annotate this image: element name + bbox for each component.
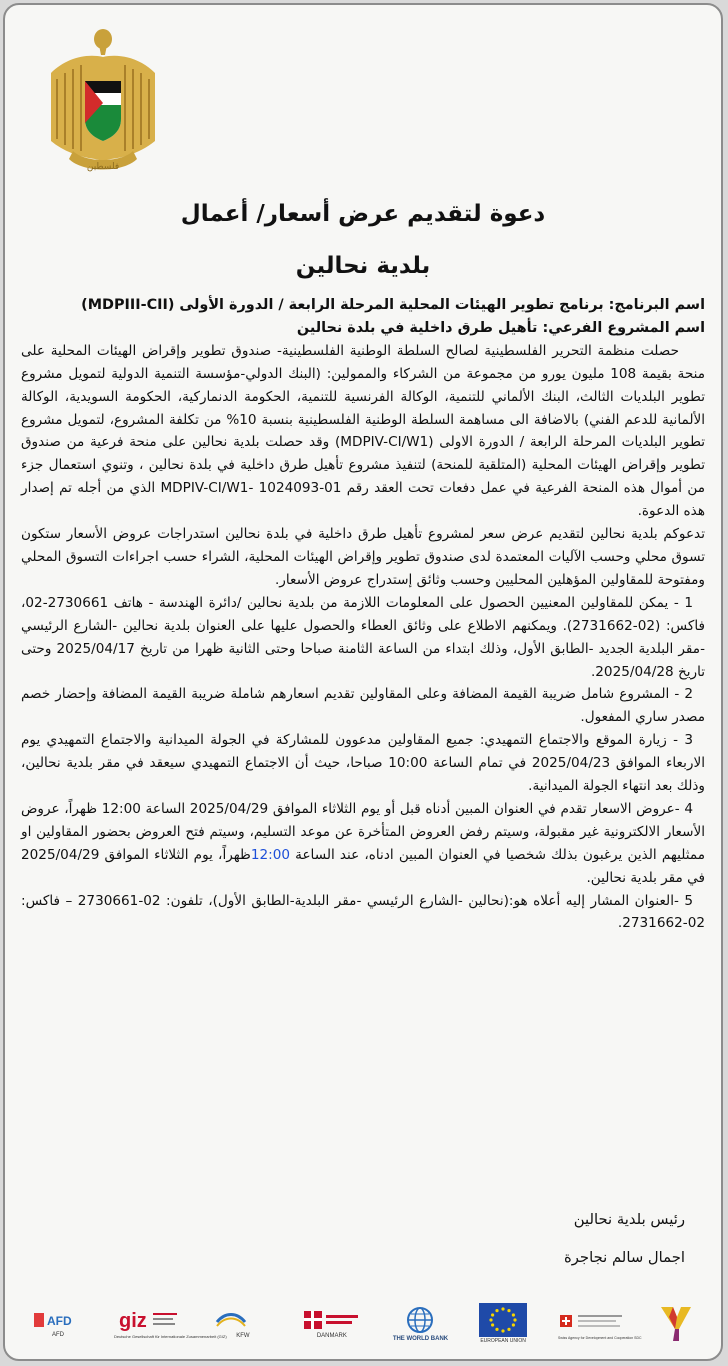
invitation-line: تدعوكم بلدية نحالين لتقديم عرض سعر لمشروع تأهيل طرق داخلية في بلدة نحالين استدراجات — [157, 526, 705, 543]
signatory-title: رئيس بلدية نحالين — [573, 1211, 685, 1228]
intro-paragraph — [21, 340, 705, 523]
world-bank-logo — [393, 1295, 448, 1351]
intro-line: الوكالة الفرنسية للتنمية، الحكومة الدنماركية، الحكومة السويدية، الوكالة الألمانية للدعم — [21, 388, 705, 428]
svg-text:giz: giz — [118, 1310, 147, 1332]
intro-line: حصلت منظمة التحرير الفلسطينية لصالح السلطة الوطنية الفلسطينية- صندوق تطوير وإقراض — [142, 342, 680, 359]
clause-line: 12:00 ظهراً، عروض الأسعار الالكترونية غير مقبولة، وسيتم رفض العروض المتأخرة عن موعد — [21, 800, 706, 840]
clause-line: الساعة الثامنة صباحا وحتى الثانية ظهرا من تاريخ 2025/04/17 وحتى تاريخ 2025/04/28. — [21, 640, 705, 680]
notice-title: دعوة لتقديم عرض أسعار/ أعمال — [180, 201, 546, 227]
clause-3 — [21, 729, 705, 798]
world-bank-logo-caption: THE WORLD BANK — [392, 1335, 449, 1342]
invitation-line: عروض الأسعار ستكون تسوق محلي وحسب الآليات المعتمدة لدى صندوق تطوير وإقراض الهيئات — [21, 526, 705, 565]
eu-logo-icon — [479, 1303, 527, 1337]
eu-logo-caption: EUROPEAN UNION — [480, 1337, 526, 1344]
clause-line: 02-2730661 – فاكس: 02-2731662. — [21, 892, 705, 932]
denmark-logo-caption: DANMARK — [316, 1332, 347, 1339]
intro-line: تأهيل طرق داخلية في بلدة نحالين ، وتنوي استعمال جزء من أموال هذه المنحة الفرعية في عمل — [21, 457, 705, 497]
clause-1 — [21, 592, 705, 684]
swiss-logo — [558, 1295, 642, 1351]
giz-logo-icon — [119, 1307, 179, 1333]
clause-line: على العنوان بلدية نحالين -الشارع الرئيسي -مقر البلدية الجديد -الطابق الأول، وذلك ابتداء من — [21, 617, 705, 657]
intro-line: الدولي-مؤسسة التنمية الدولية لتمويل مشروع تطوير البلديات الثالث، البنك الألماني للتنمية، — [21, 365, 705, 405]
signatory-name: اجمال سالم نجاجرة — [564, 1249, 685, 1266]
program-name-line: اسم البرنامج: برنامج تطوير الهيئات المحلية المرحلة الرابعة / الدورة الأولى (MDPIII-CII) — [81, 297, 705, 313]
afd-logo — [33, 1295, 83, 1351]
clause-line: 4 -عروض الاسعار تقدم في العنوان المبين أدناه قبل أو يوم الثلاثاء الموافق 2025/04/29 الساعة — [145, 800, 693, 817]
clause-line: ظهراً، يوم الثلاثاء الموافق 2025/04/29 في مقر بلدية نحالين. — [21, 846, 705, 886]
clause-line: المضافة وإحضار خصم مصدر ساري المفعول. — [21, 686, 705, 726]
clause-line: المبين ادناه، عند الساعة — [290, 846, 434, 863]
swiss-logo-caption: Swiss Agency for Development and Cooperation SDC — [558, 1335, 642, 1340]
eu-logo — [479, 1295, 527, 1351]
kfw-logo-caption: KFW — [236, 1332, 250, 1339]
kfw-logo-icon — [215, 1308, 271, 1332]
clause-line: 1 - يمكن للمقاولين المعنيين الحصول على المعلومات اللازمة من بلدية نحالين /دائرة الهندسة - — [148, 594, 693, 611]
invitation-line: المحلية، الشراء حسب اجراءات التسوق المحلي ومفتوحة للمقاولين المؤهلين المحليين وحسب — [21, 548, 705, 588]
giz-logo-caption: Deutsche Gesellschaft für Internationale Zusammenarbeit (GIZ) — [113, 1334, 227, 1339]
intro-line: الهيئات المحلية على منحة بقيمة 108 مليون يورو من مجموعة من الشركاء والممولين: (البنك — [21, 342, 705, 382]
clause-2 — [21, 683, 705, 729]
intro-line: على منحة فرعية من صندوق تطوير وإقراض الهيئات المحلية (المتلقية للمنحة) لتنفيذ مشروع — [21, 434, 705, 474]
mdlf-logo — [659, 1295, 693, 1351]
world-bank-logo-icon — [405, 1305, 435, 1335]
invitation-line: وثائق إستدراج عروض الأسعار. — [274, 571, 447, 588]
intro-line: الفني) بالاضافة الى مساهمة السلطة الوطنية الفلسطينية بنسبة 10% من تكلفة المشروع، لتمويل — [67, 411, 620, 428]
clause-line: 5 -العنوان المشار إليه أعلاه هو:(نحالين -الشارع الرئيسي -مقر البلدية-الطابق الأول)، تلفون: — [166, 892, 693, 909]
svg-text:فلسطين: فلسطين — [86, 162, 120, 172]
swiss-logo-icon — [558, 1307, 628, 1335]
clause-5 — [21, 890, 705, 936]
intro-line: دفعات تحت العقد رقم 01-1024093 -MDPIV-CI/W1 الذي من أجله تم إصدار هذه الدعوة. — [21, 480, 705, 520]
donor-logos-bar — [33, 1295, 693, 1351]
clause-line: والاجتماع التمهيدي يوم الاربعاء الموافق 2025/04/23 في تمام الساعة 10:00 صباحا، حيث أن — [21, 732, 705, 772]
denmark-logo — [302, 1295, 362, 1351]
notice-body — [21, 294, 705, 935]
intro-line: مشروع تطوير البلديات المرحلة الرابعة / الدورة الاولى (MDPIV-CI/W1) وقد حصلت بلدية نحالين — [21, 411, 706, 451]
palestine-eagle-emblem-icon — [45, 23, 161, 179]
clause-line: 3 - زيارة الموقع والاجتماع التمهيدي: جميع المقاولين مدعوون للمشاركة في الجولة الميدانية — [157, 732, 693, 749]
kfw-logo — [215, 1295, 271, 1351]
svg-text:AFD: AFD — [47, 1313, 72, 1328]
clause-line: الاجتماع التمهيدي سيعقد في مقر بلدية نحالين، وذلك بعد انتهاء الجولة الميدانية. — [21, 755, 705, 795]
subproject-name-line: اسم المشروع الفرعي: تأهيل طرق داخلية في بلدة نحالين — [296, 319, 705, 336]
afd-logo-caption: AFD — [52, 1331, 64, 1338]
opening-time-highlight: 12:00 — [250, 846, 290, 863]
clause-line: التسليم، وسيتم فتح العروض بحضور المقاولين او ممثليهم الذين يرغبون بذلك شخصيا في العنوان — [21, 823, 705, 863]
clause-line: 2 - المشروع شامل ضريبة القيمة المضافة وعلى المقاولين تقديم اسعارهم شاملة ضريبة القيمة — [152, 686, 693, 703]
tender-notice-page — [3, 3, 723, 1361]
mdlf-logo-icon — [659, 1303, 693, 1343]
municipality-name: بلدية نحالين — [295, 253, 431, 279]
clause-4 — [21, 798, 705, 890]
clause-line: هاتف 2730661-02، فاكس: (02-2731662). ويمكنهم الاطلاع على وثائق العطاء والحصول عليها — [21, 594, 705, 634]
invitation-paragraph — [21, 523, 705, 592]
giz-logo — [113, 1295, 227, 1351]
afd-logo-icon — [33, 1309, 83, 1331]
denmark-logo-icon — [302, 1308, 362, 1332]
